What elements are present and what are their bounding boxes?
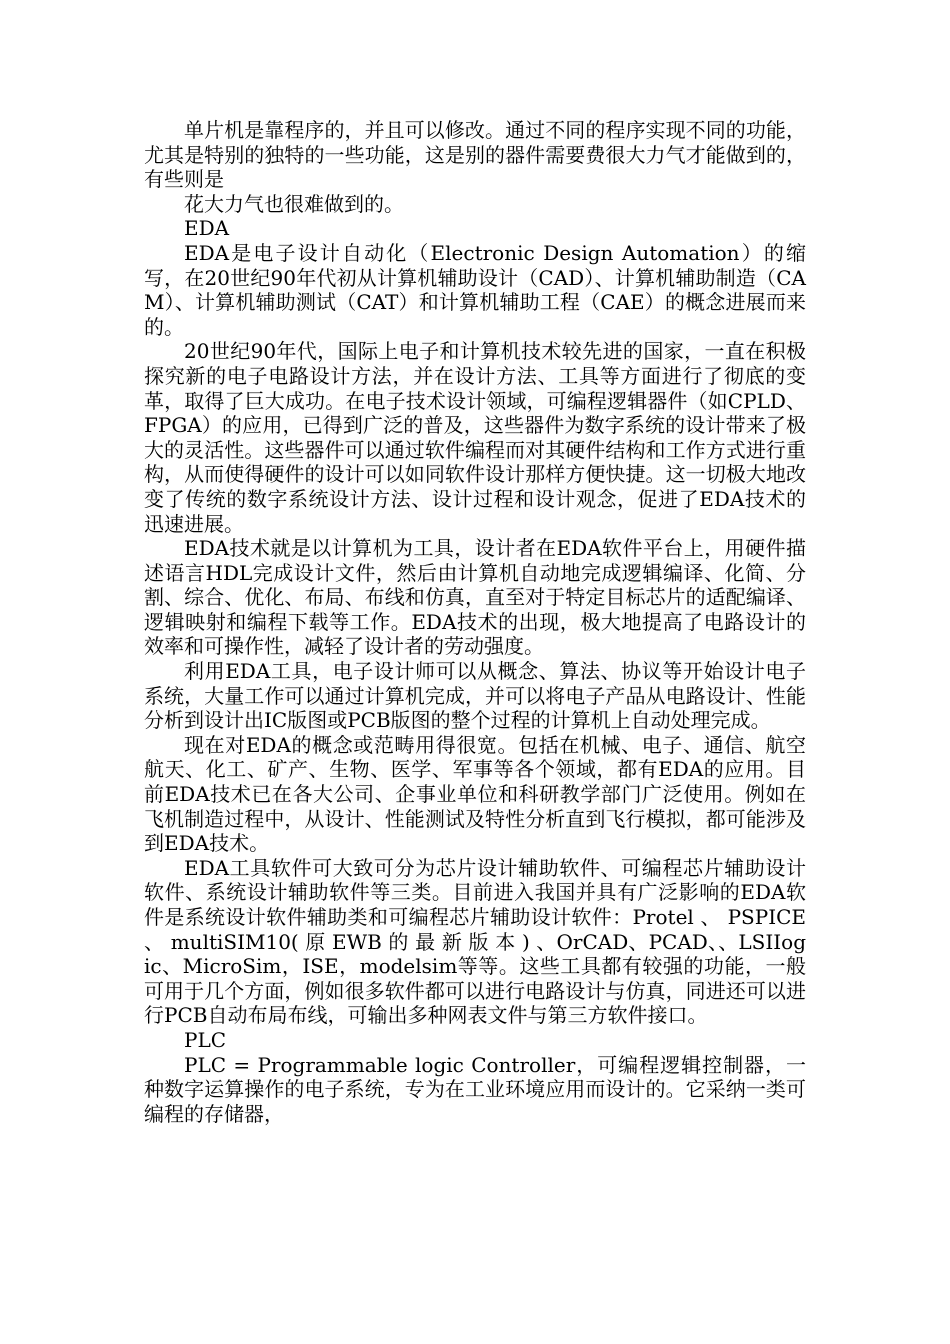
paragraph-eda-scope: 现在对EDA的概念或范畴用得很宽。包括在机械、电子、通信、航空航天、化工、矿产、生物、医学、军事等各个领域，都有EDA的应用。目前EDA技术已在各大公司、企事业单位和科研教学部门广泛使用。例如在飞机制造过程中，从设计、性能测试及特性分析直到飞行模拟，都可能涉及到EDA技术。 bbox=[144, 732, 806, 856]
paragraph-plc-definition: PLC = Programmable logic Controller，可编程逻辑控制器，一种数字运算操作的电子系统，专为在工业环境应用而设计的。它采纳一类可编程的存储器， bbox=[144, 1052, 806, 1126]
paragraph-eda-history: 20世纪90年代，国际上电子和计算机技术较先进的国家，一直在积极探究新的电子电路设计方法，并在设计方法、工具等方面进行了彻底的变革，取得了巨大成功。在电子技术设计领域，可编程逻辑器件（如CPLD、FPGA）的应用，已得到广泛的普及，这些器件为数字系统的设计带来了极大的灵活性。这些器件可以通过软件编程而对其硬件结构和工作方式进行重构，从而使得硬件的设计可以如同软件设计那样方便快捷。这一切极大地改变了传统的数字系统设计方法、设计过程和设计观念，促进了EDA技术的迅速进展。 bbox=[144, 339, 806, 536]
heading-eda: EDA bbox=[184, 216, 230, 241]
paragraph-eda-definition: EDA是电子设计自动化（Electronic Design Automation）的缩写，在20世纪90年代初从计算机辅助设计（CAD）、计算机辅助制造（CAM）、计算机辅助测试（CAT）和计算机辅助工程（CAE）的概念进展而来的。 bbox=[144, 240, 806, 339]
paragraph-eda-tools-usage: 利用EDA工具，电子设计师可以从概念、算法、协议等开始设计电子系统，大量工作可以通过计算机完成，并可以将电子产品从电路设计、性能分析到设计出IC版图或PCB版图的整个过程的计算机上自动处理完成。 bbox=[144, 659, 806, 733]
paragraph-mcu-continued: 花大力气也很难做到的。 bbox=[184, 191, 404, 216]
paragraph-mcu-programs: 单片机是靠程序的，并且可以修改。通过不同的程序实现不同的功能，尤其是特别的独特的一些功能，这是别的器件需要费很大力气才能做到的，有些则是 bbox=[144, 118, 806, 192]
paragraph-eda-technology: EDA技术就是以计算机为工具，设计者在EDA软件平台上，用硬件描述语言HDL完成设计文件，然后由计算机自动地完成逻辑编译、化简、分割、综合、优化、布局、布线和仿真，直至对于特定目标芯片的适配编译、逻辑映射和编程下载等工作。EDA技术的出现，极大地提高了电路设计的效率和可操作性，减轻了设计者的劳动强度。 bbox=[144, 536, 806, 659]
paragraph-eda-software: EDA工具软件可大致可分为芯片设计辅助软件、可编程芯片辅助设计软件、系统设计辅助软件等三类。目前进入我国并具有广泛影响的EDA软件是系统设计软件辅助类和可编程芯片辅助设计软件：Protel 、 PSPICE 、 multiSIM10( 原 EWB 的 最 新 版 本 ) 、OrCAD、PCAD、、LSIIogic、MicroSim，ISE，modelsim等等。这些工具都有较强的功能，一般可用于几个方面，例如很多软件都可以进行电路设计与仿真，同进还可以进行PCB自动布局布线，可输出多种网表文件与第三方软件接口。 bbox=[144, 855, 806, 1028]
heading-plc: PLC bbox=[184, 1027, 227, 1052]
document-page bbox=[144, 118, 806, 1126]
